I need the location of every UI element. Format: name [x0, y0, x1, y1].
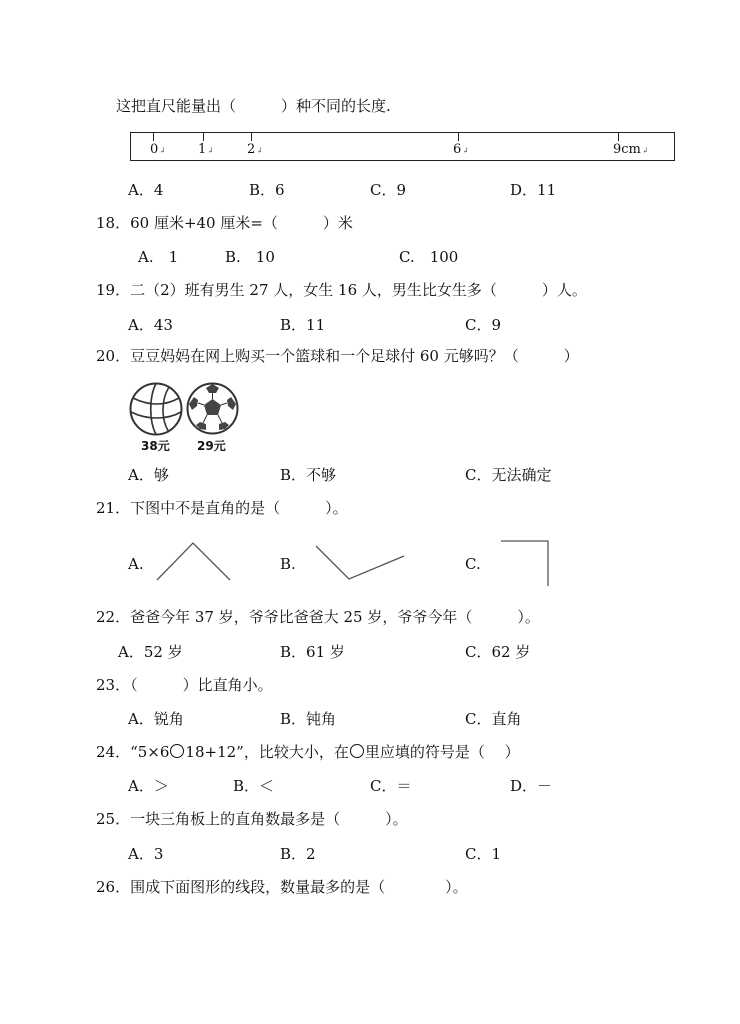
q20-option-c[interactable]: C．无法确定	[465, 466, 552, 484]
ruler-tick-0	[153, 133, 154, 141]
ruler-label-0: 0↲	[150, 142, 166, 157]
ruler-tick-1	[203, 133, 204, 141]
q23-option-b[interactable]: B．钝角	[280, 710, 337, 728]
q17-option-a[interactable]: A．4	[128, 181, 164, 199]
q21-figure-b-angle	[314, 544, 406, 582]
ruler	[130, 132, 675, 161]
q19-option-c[interactable]: C．9	[465, 316, 502, 334]
q24-option-c[interactable]: C．＝	[370, 777, 412, 795]
q24-option-d[interactable]: D．－	[510, 777, 553, 795]
q19-option-a[interactable]: A．43	[128, 316, 173, 334]
blank-circle-icon	[350, 744, 364, 758]
q22-option-c[interactable]: C．62 岁	[465, 643, 531, 661]
q17-option-d[interactable]: D．11	[510, 181, 557, 199]
q22-stem: 22．爸爸今年 37 岁，爷爷比爸爸大 25 岁，爷爷今年（ ）。	[96, 608, 540, 626]
q19-option-b[interactable]: B．11	[280, 316, 326, 334]
q17-option-c[interactable]: C．9	[370, 181, 407, 199]
q25-option-b[interactable]: B．2	[280, 845, 316, 863]
q21-label-b[interactable]: B.	[280, 555, 296, 573]
q22-option-a[interactable]: A．52 岁	[118, 643, 183, 661]
football-price: 29元	[197, 439, 226, 453]
q25-option-c[interactable]: C．1	[465, 845, 502, 863]
q20-option-a[interactable]: A．够	[128, 466, 169, 484]
q18-option-a[interactable]: A. 1	[138, 248, 179, 266]
basketball-icon	[129, 382, 183, 436]
ruler-label-2: 2↲	[247, 142, 263, 157]
q24-stem: 24．“5×6 18+12”，比较大小，在 里应填的符号是（ ）	[96, 743, 520, 761]
q21-stem: 21．下图中不是直角的是（ ）。	[96, 499, 348, 517]
q23-option-c[interactable]: C．直角	[465, 710, 522, 728]
ruler-tick-2	[251, 133, 252, 141]
football-icon	[186, 382, 239, 435]
ruler-label-1: 1↲	[198, 142, 214, 157]
q18-stem: 18．60 厘米+40 厘米=（ ）米	[96, 214, 353, 232]
q24-option-a[interactable]: A．＞	[128, 777, 169, 795]
q21-figure-a-angle	[156, 540, 232, 582]
q25-option-a[interactable]: A．3	[128, 845, 164, 863]
q21-label-c[interactable]: C.	[465, 555, 481, 573]
q26-stem: 26．围成下面图形的线段，数量最多的是（ ）。	[96, 878, 468, 896]
ruler-tick-9	[618, 133, 619, 141]
q19-stem: 19．二（2）班有男生 27 人，女生 16 人，男生比女生多（ ）人。	[96, 281, 587, 299]
q25-stem: 25．一块三角板上的直角数最多是（ ）。	[96, 810, 408, 828]
q24-option-b[interactable]: B．＜	[233, 777, 275, 795]
ruler-label-6: 6↲	[453, 142, 469, 157]
q23-stem: 23．（ ）比直角小。	[96, 676, 273, 694]
q20-stem: 20．豆豆妈妈在网上购买一个篮球和一个足球付 60 元够吗？（ ）	[96, 347, 579, 365]
q20-option-b[interactable]: B．不够	[280, 466, 337, 484]
q18-option-c[interactable]: C. 100	[399, 248, 459, 266]
q22-option-b[interactable]: B．61 岁	[280, 643, 345, 661]
ruler-label-9: 9cm↲	[613, 142, 649, 157]
q18-option-b[interactable]: B. 10	[225, 248, 275, 266]
ruler-tick-6	[458, 133, 459, 141]
q21-figure-c-angle	[500, 540, 550, 588]
q23-option-a[interactable]: A．锐角	[128, 710, 184, 728]
q21-label-a[interactable]: A.	[128, 555, 144, 573]
basketball-price: 38元	[141, 439, 170, 453]
q17-stem: 这把直尺能量出（ ）种不同的长度.	[116, 97, 391, 115]
q17-option-b[interactable]: B．6	[249, 181, 285, 199]
blank-circle-icon	[170, 744, 184, 758]
